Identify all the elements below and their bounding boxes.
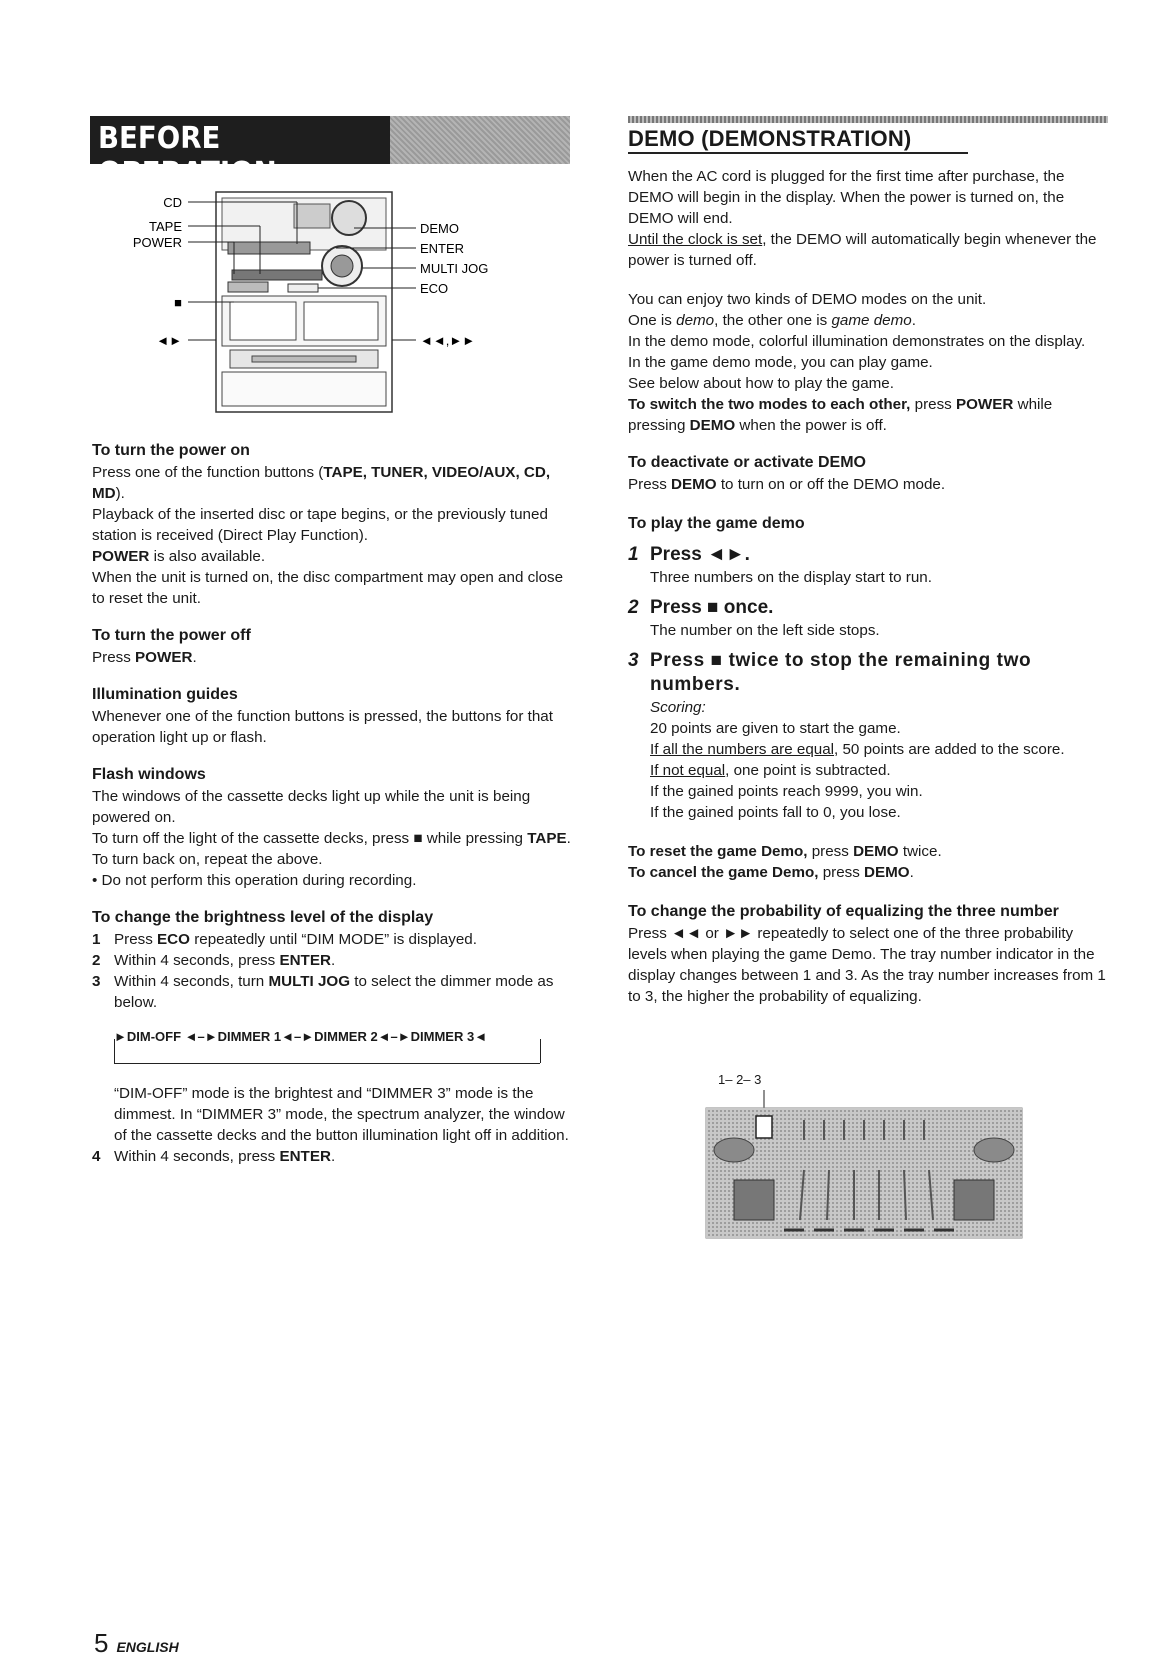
label-power: POWER xyxy=(132,235,182,250)
heading-deactivate-demo: To deactivate or activate DEMO xyxy=(628,454,866,471)
left-column xyxy=(92,440,572,1167)
game-step-1-heading: 1 Press ◄►. xyxy=(628,544,750,565)
demo-p1: When the AC cord is plugged for the first time after purchase, the DEMO will begin in the display. When the power is turned on, the DEMO will end. xyxy=(628,168,1065,227)
demo-title-rule-top xyxy=(628,116,1108,123)
scoring-1: 20 points are given to start the game. xyxy=(650,720,901,737)
label-eco: ECO xyxy=(420,281,449,296)
cancel-game-demo: To cancel the game Demo, press DEMO. xyxy=(628,864,914,881)
stereo-diagram xyxy=(92,186,572,426)
label-demo: DEMO xyxy=(420,221,459,236)
power-on-p3: POWER is also available. xyxy=(92,548,266,565)
game-step-2-text: The number on the left side stops. xyxy=(650,622,880,639)
scoring-3: If not equal, one point is subtracted. xyxy=(650,762,891,779)
flash-p2: To turn off the light of the cassette decks, press ■ while pressing TAPE. To turn back on, repeat the above. xyxy=(92,830,571,868)
demo-p3: You can enjoy two kinds of DEMO modes on the unit. xyxy=(628,291,987,308)
heading-probability: To change the probability of equalizing the three number xyxy=(628,903,1059,920)
banner-block xyxy=(90,116,390,191)
scoring-2: If all the numbers are equal, 50 points are added to the score. xyxy=(650,741,1065,758)
banner-title: BEFORE OPERATION xyxy=(98,121,277,191)
reset-game-demo: To reset the game Demo, press DEMO twice. xyxy=(628,843,942,860)
game-step-2-heading: 2 Press ■ once. xyxy=(628,597,774,618)
section-banner xyxy=(90,116,570,191)
right-column xyxy=(628,166,1108,1007)
probability-p: Press ◄◄ or ►► repeatedly to select one of the three probability levels when playing the game Demo. The tray number indicator in the display changes between 1 and 3. As the tray number increases from 1 to 3, the higher the probability of equalizing. xyxy=(628,925,1106,1005)
heading-power-on: To turn the power on xyxy=(92,442,250,459)
flash-p1: The windows of the cassette decks light up while the unit is being powered on. xyxy=(92,788,531,826)
label-skip: ◄◄,►► xyxy=(420,333,476,348)
scoring-4: If the gained points reach 9999, you win. xyxy=(650,783,923,800)
page-number: 5 xyxy=(94,1628,109,1658)
power-on-p2: Playback of the inserted disc or tape begins, or the previously tuned station is received (Direct Play Function). xyxy=(92,506,548,544)
game-step-3-heading: 3 Press ■ twice to stop the remaining two numbers. xyxy=(628,650,1032,695)
power-on-p4: When the unit is turned on, the disc compartment may open and close to reset the unit. xyxy=(92,569,564,607)
demo-p6: In the game demo mode, you can play game. xyxy=(628,354,933,371)
label-stop: ■ xyxy=(174,295,182,310)
brightness-step-2: 2 Within 4 seconds, press ENTER. xyxy=(92,952,336,969)
heading-brightness: To change the brightness level of the display xyxy=(92,909,434,926)
scoring-5: If the gained points fall to 0, you lose. xyxy=(650,804,901,821)
illumination-p: Whenever one of the function buttons is pressed, the buttons for that operation light up or flash. xyxy=(92,708,553,746)
flash-bullet: • Do not perform this operation during recording. xyxy=(92,872,417,889)
heading-flash-windows: Flash windows xyxy=(92,766,206,783)
power-off-p: Press POWER. xyxy=(92,649,197,666)
demo-p2: Until the clock is set, the DEMO will automatically begin whenever the power is turned off. xyxy=(628,231,1097,269)
heading-game-demo: To play the game demo xyxy=(628,515,805,532)
brightness-step-3: 3 Within 4 seconds, turn MULTI JOG to select the dimmer mode as below. xyxy=(92,973,554,1011)
power-on-p1: Press one of the function buttons (TAPE, TUNER, VIDEO/AUX, CD, MD). xyxy=(92,464,551,502)
dimmer-cycle-text: ►DIM-OFF ◄–►DIMMER 1◄–►DIMMER 2◄–►DIMMER 3◄ xyxy=(114,1029,488,1044)
label-enter: ENTER xyxy=(420,241,465,256)
deactivate-p: Press DEMO to turn on or off the DEMO mode. xyxy=(628,476,946,493)
demo-p5: In the demo mode, colorful illumination demonstrates on the display. xyxy=(628,333,1086,350)
display-illustration xyxy=(704,1090,1024,1240)
scoring-label: Scoring: xyxy=(650,699,706,716)
heading-power-off: To turn the power off xyxy=(92,627,251,644)
label-multi-jog: MULTI JOG xyxy=(420,261,489,276)
label-play: ◄► xyxy=(156,333,182,348)
heading-illumination: Illumination guides xyxy=(92,686,238,703)
label-cd: CD xyxy=(163,195,182,210)
label-tape: TAPE xyxy=(149,219,182,234)
game-step-1-text: Three numbers on the display start to run. xyxy=(650,569,932,586)
tray-cycle-label: 1– 2– 3 xyxy=(718,1072,762,1087)
demo-title: DEMO (DEMONSTRATION) xyxy=(628,126,912,151)
demo-p4: One is demo, the other one is game demo. xyxy=(628,312,916,329)
page-footer xyxy=(94,1628,179,1659)
brightness-step-1: 1 Press ECO repeatedly until “DIM MODE” is displayed. xyxy=(92,931,477,948)
dimmer-note: “DIM-OFF” mode is the brightest and “DIMMER 3” mode is the dimmest. In “DIMMER 3” mode, the spectrum analyzer, the window of the cassette decks and the button illumination light off in addition. xyxy=(114,1085,569,1144)
brightness-step-4: 4 Within 4 seconds, press ENTER. xyxy=(92,1148,336,1165)
demo-p8: To switch the two modes to each other, press POWER while pressing DEMO when the power is off. xyxy=(628,396,1053,434)
demo-p7: See below about how to play the game. xyxy=(628,375,894,392)
demo-title-underline xyxy=(628,152,968,154)
dimmer-cycle-diagram xyxy=(114,1029,544,1065)
page-language: ENGLISH xyxy=(116,1639,179,1655)
